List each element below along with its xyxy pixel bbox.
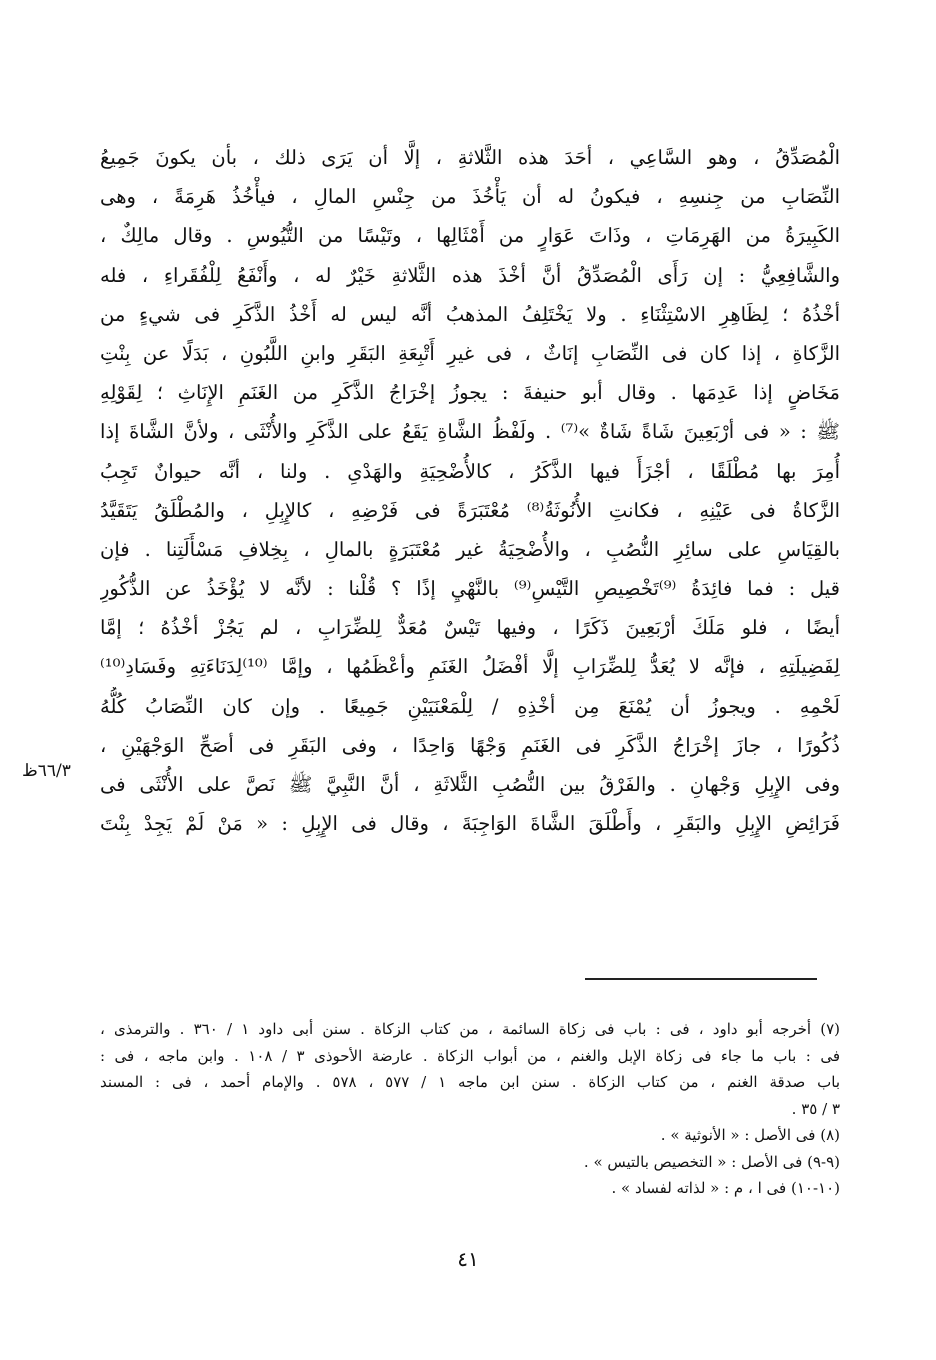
footnote-10: (١٠-١٠) فى ا ، م : « لذاته لفساد » . (611, 1179, 840, 1197)
footnote-7-line-4: ٣ / ٣٥ . (791, 1099, 840, 1118)
body-line-6: الزَّكاةِ ، إذا كان فى النِّصَابِ إنَاثٌ ، فى غيرِ أَتْبِعَةِ البَقَرِ وابنِ اللَّبُونِ ، بَدَلًا عن بِنْتِ (100, 341, 840, 365)
body-line-11: بالقِيَاسِ على سائِرِ النُّصُبِ ، والأُضْحِيَةُ غير مُعْتَبَرَةٍ بالمالِ ، بِخِلافِ مَسْأَلَتِنا . فإن (100, 537, 840, 561)
body-line-18: فَرَائِضِ الإِبِلِ والبَقَرِ ، وأَطْلَقَ الشَّاةَ الوَاجِبَةَ ، وقال فى الإِبِلِ : « مَنْ لَمْ يَجِدْ بِنْتَ (100, 812, 840, 836)
footnote-7-line-2: فى : باب ما جاء فى زكاة الإبل والغنم ، من أبواب الزكاة . عارضة الأحوذى ٣ / ١٠٨ . وابن ماجه ، فى : (100, 1046, 840, 1065)
footnote-8: (٨) فى الأصل : « الأنوثية » . (660, 1126, 840, 1144)
body-line-15: لَحْمِهِ . ويجوزُ أن يُمْنَعَ مِن أخْذِهِ / لِلْمَعْنَيَيْنِ جَمِيعًا . وإن كان النِّصَابُ كُلُّهُ (100, 694, 840, 718)
body-line-14: لِفَضِيلَتِهِ ، فإنَّه لا يُعَدُّ لِلضِّرَابِ إلَّا أفْضَلُ الغَنَمِ وأعْظَمُها ، وإمَّا ⁽¹⁰⁾لِدَنَاءَتِهِ وفَسَادِ⁽¹⁰⁾ (100, 655, 840, 679)
body-line-13: أيضًا ، فلو مَلَكَ أرْبَعِينَ ذَكَرًا ، وفيها تَيْسٌ مُعَدٌّ لِلضِّرَابِ ، لم يَجُزْ أخْذُهُ ؛ إمَّا (100, 616, 840, 640)
body-line-10: الزَّكاةُ فى عَيْنِهِ ، فكانتِ الأُنُوثَةُ⁽⁸⁾ مُعْتَبَرَةً فى فَرْضِهِ ، كالإِبِلِ ، والمُطْلَقُ يَتَقَيَّدُ (100, 498, 840, 522)
body-line-12: قيل : فما فائِدَةُ ⁽⁹⁾تَخْصِيصِ التَّيْسِ⁽⁹⁾ بالنَّهْيِ إذًا ؟ قُلْنا : لأنَّه لا يُؤْخَذُ عن الذُّكُورِ (100, 577, 840, 601)
body-line-7: مَخَاضٍ إذا عَدِمَها . وقال أبو حنيفةَ : يجوزُ إخْرَاجُ الذَّكَرِ من الغَنَمِ الإِنَاثِ ؛ لِقَوْلِهِ (100, 381, 840, 405)
body-line-3: الكَبِيرَةُ من الهَرِمَاتِ ، وذَاتَ عَوَارٍ من أَمْثَالِها ، وتَيْسًا من التُّيُوسِ . وقال مالِكٌ ، (100, 224, 840, 248)
manuscript-folio-note: ٦٦/٣ظ (22, 761, 71, 781)
body-line-9: أُمِرَ بها مُطْلَقًا ، أجْزَأَ فيها الذَّكَرُ ، كالأُضْحِيَةِ والهَدْىِ . ولنا ، أنَّه حيوانٌ تَجِبُ (100, 459, 840, 483)
footnote-7-line-3: باب صدقة الغنم ، من كتاب الزكاة . سنن ابن ماجه ١ / ٥٧٧ ، ٥٧٨ . والإمام أحمد ، فى : المسند (100, 1073, 840, 1091)
main-text (100, 138, 840, 843)
body-line-17: وفى الإِبِلِ وَجْهانِ . والفَرْقُ بين النُّصُبِ الثَّلاثَةِ ، أنَّ النَّبِيَّ ﷺ نَصَّ على الأُنْثَى فى (100, 773, 840, 796)
body-line-16: ذُكُورًا ، جازَ إخْرَاجُ الذَّكَرِ فى الغَنَمِ وَجْهًا وَاحِدًا ، وفى البَقَرِ فى أصَحِّ الوَجْهَيْنِ ، (100, 733, 840, 757)
footnote-9: (٩-٩) فى الأصل : « التخصيص بالتيس » . (583, 1152, 840, 1171)
footnotes (100, 1016, 840, 1202)
footnote-separator (585, 978, 817, 980)
body-line-1: الْمُصَدِّقُ ، وهو السَّاعِي ، أحَدَ هذه الثَّلاثةِ ، إلَّا أن يَرَى ذلك ، بأن يكونَ جَمِيعُ (100, 146, 840, 169)
body-line-4: والشَّافِعِيُّ : إن رَأَى الْمُصَدِّقُ أنَّ أخْذَ هذه الثَّلاثةِ خَيْرٌ له ، وأَنْفَعُ لِلْفُقَراءِ ، فله (100, 263, 840, 287)
footnote-7-line-1: (٧) أخرجه أبو داود ، فى : باب فى زكاة السائمة ، من كتاب الزكاة . سنن أبى داود ١ / ٣٦٠ . والترمذى ، (100, 1020, 840, 1038)
body-line-2: النِّصَابِ من جِنسِهِ ، فيكونُ له أن يَأْخُذَ من جِنْسِ المالِ ، فيأْخُذُ هَرِمَةً ، وهى (100, 185, 840, 209)
body-line-5: أخْذُهُ ؛ لِظَاهِرِ الاسْتِثْنَاءِ . ولا يَخْتَلِفُ المذهبُ أنَّه ليس له أَخْذُ الذَّكَرِ فى شيءٍ من (100, 302, 840, 326)
body-line-8: ﷺ : « فى أرْبَعِينَ شَاةً شَاةٌ »⁽⁷⁾ . ولَفْظُ الشَّاةِ يَقَعُ على الذَّكَرِ والأُنْثَى ، ولأنَّ الشَّاةَ إذا (100, 420, 840, 444)
page-number: ٤١ (457, 1247, 479, 1271)
